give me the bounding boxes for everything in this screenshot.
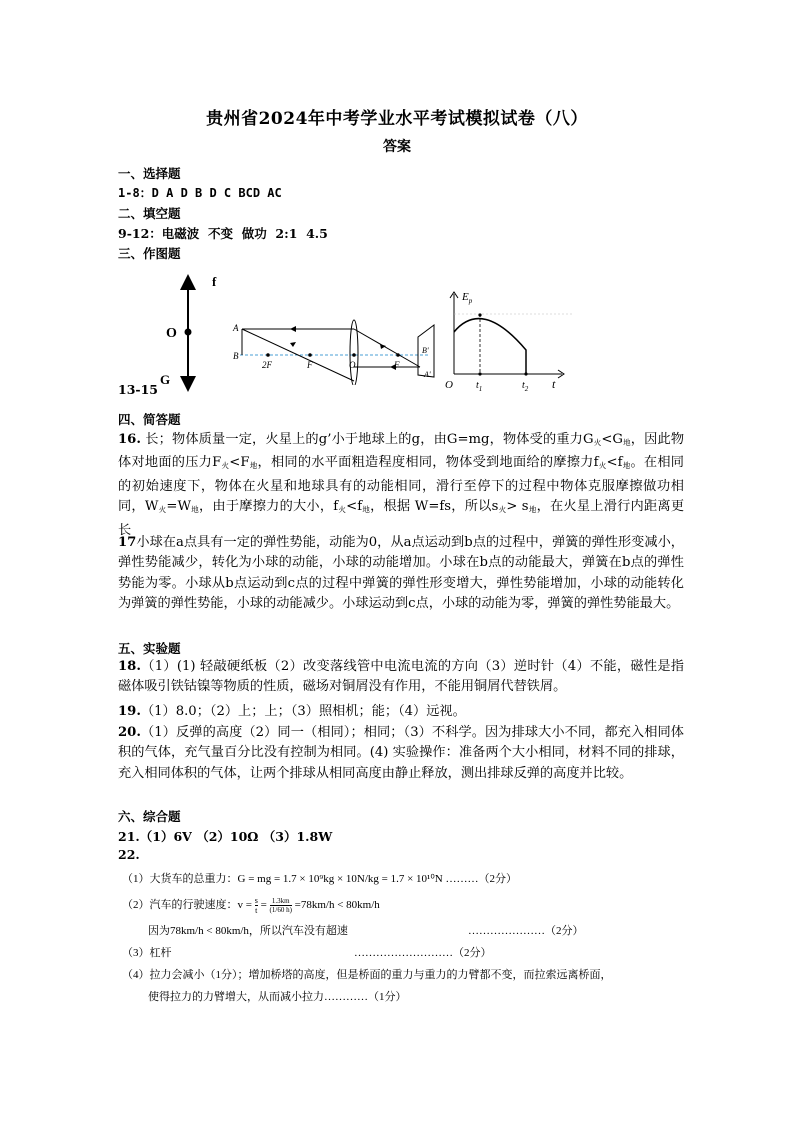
section-comprehensive: 六、综合题 [118, 809, 181, 824]
force-diagram [150, 270, 230, 400]
answer-q22-label: 22. [118, 847, 140, 862]
label-f: f [212, 274, 217, 289]
section-short-answer: 四、简答题 [118, 412, 181, 427]
q22-line1: （1）大货车的总重力：G = mg = 1.7 × 10⁹kg × 10N/kg = 1.7 × 10¹⁰N ………（2分） [122, 873, 517, 885]
ray-arrows [290, 326, 396, 370]
answer-q21: 21.（1）6V （2）10Ω （3）1.8W [118, 829, 333, 844]
section-experiment: 五、实验题 [118, 641, 181, 656]
section-fill: 二、填空题 [118, 206, 181, 221]
energy-graph [442, 288, 572, 396]
q22-line5: （4）拉力会减小（1分）；增加桥塔的高度，但是桥面的重力与重力的力臂都不变，而拉索远离桥面， [122, 969, 612, 981]
graph-t1: $t_1$ [476, 380, 483, 393]
answer-q20: 20.（1）反弹的高度（2）同一（相同）；相同；（3）不科学。因为排球大小不同，都充入相同体积的气体，充气量百分比没有控制为相同。(4) 实验操作：准备两个大小相同，材料不同的排球，充入相同体积的气体，让两个排球从相同高度由静止释放，测出排球反弹的高度并比较。 [118, 725, 684, 781]
lens-label-b: B [233, 351, 239, 361]
answer-q16: 16. 长；物体质量一定，火星上的g’小于地球上的g，由G=mg，物体受的重力$G_火<G_地$，因此物体对地面的压力$F_火<F_地$，相同的水平面粗造程度相同，物体受到地面给的摩擦力$f_火<f_地$。在相同的初始速度下，物体在火星和地球具有的动能相同，滑行至停下的过程中物体克服摩擦做功相同，$W_火=W_地$，由于摩擦力的大小，$f_火<f_地$，根据 W=fs，所以$s_火> s_地$，在火星上滑行内距离更长 [118, 432, 685, 538]
ray-refracted [354, 329, 420, 367]
label-o: O [166, 326, 177, 341]
graph-t2: $t_2$ [522, 380, 529, 393]
section-drawing: 三、作图题 [118, 246, 181, 261]
ep-curve [454, 319, 526, 374]
answer-q17: 17小球在a点具有一定的弹性势能，动能为0，从a点运动到b点的过程中，弹簧的弹性形变减小，弹性势能减少，转化为小球的动能，小球的动能增加。小球在b点的动能最大，弹簧在b点的弹性势能为零。小球从b点运动到c点的过程中弹簧的弹性形变增大，弹性势能增加，小球的动能转化为弹簧的弹性势能，小球的动能减少。小球运动到c点，小球的动能为零，弹簧的弹性势能最大。 [118, 535, 684, 612]
lens-label-b2: B' [422, 346, 429, 355]
q22-line6: 使得拉力的力臂增大，从而减小拉力…………（1分） [148, 991, 407, 1003]
answer-q19: 19.（1）8.0；（2）上；上；（3）照相机；能；（4）远视。 [118, 704, 466, 719]
convex-lens [350, 320, 358, 385]
lens-diagram [230, 315, 445, 385]
lens-label-f2: F [394, 360, 400, 370]
label-13-15: 13-15 [118, 382, 158, 397]
q22-line4: （3）杠杆 [122, 947, 172, 959]
lens-label-2f: 2F [262, 360, 272, 370]
q22-line4-score: ………………………（2分） [354, 947, 492, 959]
center-dot [185, 329, 192, 336]
page-subtitle: 答案 [383, 139, 411, 155]
answer-fill: 9-12：电磁波 不变 做功 2:1 4.5 [118, 226, 328, 241]
q22-line3: 因为78km/h < 80km/h，所以汽车没有超速 [148, 925, 348, 937]
graph-t-label: t [552, 377, 556, 391]
graph-ep-label: $E_p$ [462, 291, 473, 305]
lens-label-a: A [233, 323, 239, 333]
q22-line2: （2）汽车的行驶速度：v = $\frac{s}{t}$ = $\frac{1.3km}{(1/60 h)}$ =78km/h < 80km/h [122, 896, 380, 915]
answer-q18: 18.（1）(1) 轻敲硬纸板（2）改变落线管中电流电流的方向（3）逆时针（4）不能，磁性是指磁体吸引铁钴镍等物质的性质，磁场对铜屑没有作用，不能用铜屑代替铁屑。 [118, 659, 684, 695]
page-title: 贵州省2024年中考学业水平考试模拟试卷（八） [206, 109, 588, 129]
answer-choice: 1-8：D A D B D C BCD AC [118, 186, 282, 200]
lens-label-f1: F [307, 360, 313, 370]
q22-line3-score: …………………（2分） [468, 925, 584, 937]
lens-label-a2: A' [424, 370, 431, 379]
lens-label-o: O [349, 360, 356, 370]
section-choice: 一、选择题 [118, 166, 181, 181]
label-g: G [160, 372, 171, 387]
graph-origin: O [445, 379, 453, 391]
